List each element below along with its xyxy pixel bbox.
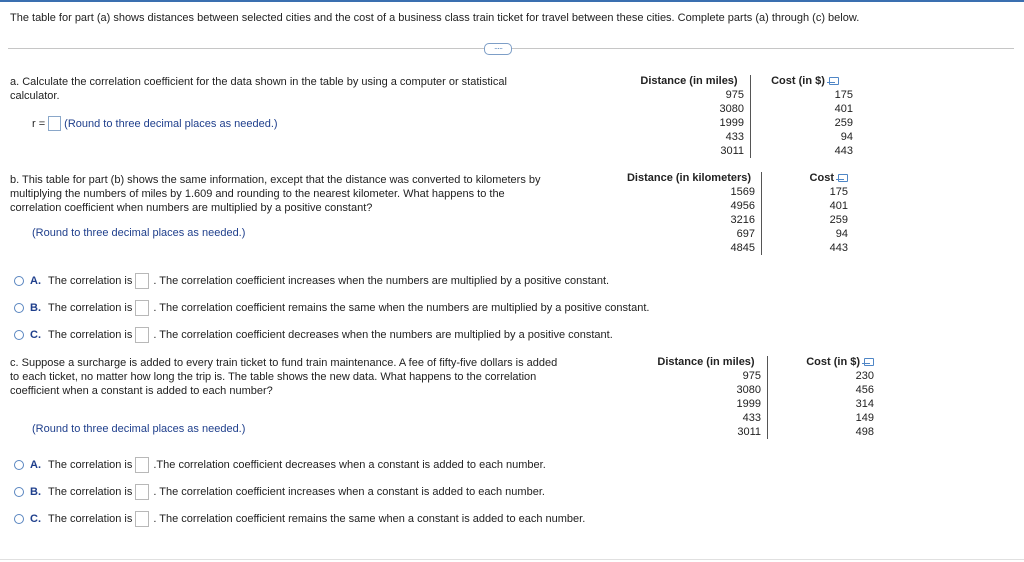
table-cell: 498 — [855, 426, 874, 438]
part-a-question — [10, 75, 570, 103]
part-c-col1-header: Distance (in miles) — [645, 356, 768, 369]
table-cell: 443 — [829, 242, 848, 254]
part-b-col1-header: Distance (in kilometers) — [617, 172, 762, 185]
part-c-hint: (Round to three decimal places as needed.) — [32, 423, 246, 435]
radio-button[interactable] — [14, 460, 24, 470]
copy-icon[interactable] — [864, 358, 874, 366]
table-cell: 4956 — [617, 199, 762, 213]
correlation-input[interactable] — [135, 327, 149, 343]
radio-button[interactable] — [14, 487, 24, 497]
correlation-input[interactable] — [135, 300, 149, 316]
part-c-option-c[interactable]: C. The correlation is . The correlation coefficient remains the same when a constant is added to each number. — [14, 505, 585, 532]
table-cell: 259 — [834, 117, 853, 129]
part-a-question-line1: a. Calculate the correlation coefficient for the data shown in the table by using a computer or statistical — [10, 76, 507, 88]
table-cell: 1569 — [617, 185, 762, 199]
table-cell: 1999 — [645, 397, 768, 411]
table-cell: 456 — [855, 384, 874, 396]
table-cell: 3011 — [645, 425, 768, 439]
table-cell: 3080 — [645, 383, 768, 397]
table-row — [617, 185, 854, 199]
part-a-col1-header: Distance (in miles) — [628, 75, 751, 88]
radio-button[interactable] — [14, 330, 24, 340]
table-cell: 94 — [840, 131, 853, 143]
part-b-table — [617, 172, 854, 255]
copy-icon[interactable] — [829, 77, 839, 85]
table-row — [645, 411, 880, 425]
table-cell: 3216 — [617, 213, 762, 227]
part-c-question-line2: to each ticket, no matter how long the trip is. The table shows the new data. What happens to the correlation — [10, 371, 537, 383]
table-cell: 94 — [835, 228, 848, 240]
part-b-option-b[interactable]: B. The correlation is . The correlation coefficient remains the same when the numbers are multiplied by a positive constant. — [14, 294, 649, 321]
table-row — [628, 144, 859, 158]
radio-button[interactable] — [14, 303, 24, 313]
bottom-divider — [0, 559, 1024, 560]
part-c-table — [645, 356, 880, 439]
part-a-col2-header: Cost (in $) — [751, 75, 860, 88]
table-row — [628, 88, 859, 102]
table-cell: 175 — [834, 89, 853, 101]
correlation-input[interactable] — [135, 273, 149, 289]
radio-button[interactable] — [14, 276, 24, 286]
part-a-table — [628, 75, 859, 158]
part-a-answer-row — [32, 116, 278, 131]
problem-header: The table for part (a) shows distances between selected cities and the cost of a business class train ticket for travel between these cities. Complete parts (a) through (c) below. — [10, 12, 860, 24]
table-cell: 259 — [829, 214, 848, 226]
part-c-question — [10, 356, 600, 398]
part-b-option-c[interactable]: C. The correlation is . The correlation coefficient decreases when the numbers are multiplied by a positive constant. — [14, 321, 649, 348]
part-c-option-b[interactable]: B. The correlation is . The correlation coefficient increases when a constant is added to each number. — [14, 478, 585, 505]
table-cell: 3011 — [628, 144, 751, 158]
part-c-options — [14, 451, 585, 532]
table-cell: 401 — [829, 200, 848, 212]
correlation-input[interactable] — [135, 511, 149, 527]
table-cell: 230 — [855, 370, 874, 382]
table-cell: 433 — [645, 411, 768, 425]
table-row — [617, 227, 854, 241]
part-c-option-a[interactable]: A. The correlation is .The correlation coefficient decreases when a constant is added to each number. — [14, 451, 585, 478]
table-row — [645, 369, 880, 383]
copy-icon[interactable] — [838, 174, 848, 182]
correlation-input[interactable] — [135, 484, 149, 500]
table-row — [617, 241, 854, 255]
part-b-option-a[interactable]: A. The correlation is . The correlation coefficient increases when the numbers are multiplied by a positive constant. — [14, 267, 649, 294]
expand-more-button[interactable]: ····· — [484, 43, 512, 55]
table-cell: 401 — [834, 103, 853, 115]
table-row — [617, 213, 854, 227]
part-c-question-line1: c. Suppose a surcharge is added to every train ticket to fund train maintenance. A fee of fifty-five dollars is added — [10, 357, 558, 369]
table-cell: 433 — [628, 130, 751, 144]
table-cell: 975 — [628, 88, 751, 102]
part-c-col2-header: Cost (in $) — [768, 356, 881, 369]
table-row — [645, 425, 880, 439]
table-row — [628, 116, 859, 130]
part-b-col2-header: Cost — [762, 172, 855, 185]
table-cell: 4845 — [617, 241, 762, 255]
table-cell: 314 — [855, 398, 874, 410]
table-cell: 443 — [834, 145, 853, 157]
part-b-question — [10, 173, 590, 215]
part-b-question-line3: correlation coefficient when numbers are multiplied by a positive constant? — [10, 202, 373, 214]
table-cell: 975 — [645, 369, 768, 383]
radio-button[interactable] — [14, 514, 24, 524]
table-cell: 149 — [855, 412, 874, 424]
table-row — [645, 383, 880, 397]
top-accent-bar — [0, 0, 1024, 2]
table-cell: 3080 — [628, 102, 751, 116]
table-row — [628, 102, 859, 116]
part-b-options — [14, 267, 649, 348]
part-b-question-line1: b. This table for part (b) shows the same information, except that the distance was converted to kilometers by — [10, 174, 541, 186]
part-a-question-line2: calculator. — [10, 90, 60, 102]
part-a-hint: (Round to three decimal places as needed.) — [64, 117, 278, 130]
r-label: r = — [32, 117, 46, 130]
part-c-question-line3: coefficient when a constant is added to each number? — [10, 385, 273, 397]
r-answer-input[interactable] — [48, 116, 61, 131]
table-cell: 1999 — [628, 116, 751, 130]
table-row — [645, 397, 880, 411]
table-row — [617, 199, 854, 213]
part-b-question-line2: multiplying the numbers of miles by 1.609 and rounding to the nearest kilometer. What happens to the — [10, 188, 505, 200]
table-cell: 175 — [829, 186, 848, 198]
part-b-hint: (Round to three decimal places as needed.) — [32, 227, 246, 239]
correlation-input[interactable] — [135, 457, 149, 473]
table-cell: 697 — [617, 227, 762, 241]
table-row — [628, 130, 859, 144]
